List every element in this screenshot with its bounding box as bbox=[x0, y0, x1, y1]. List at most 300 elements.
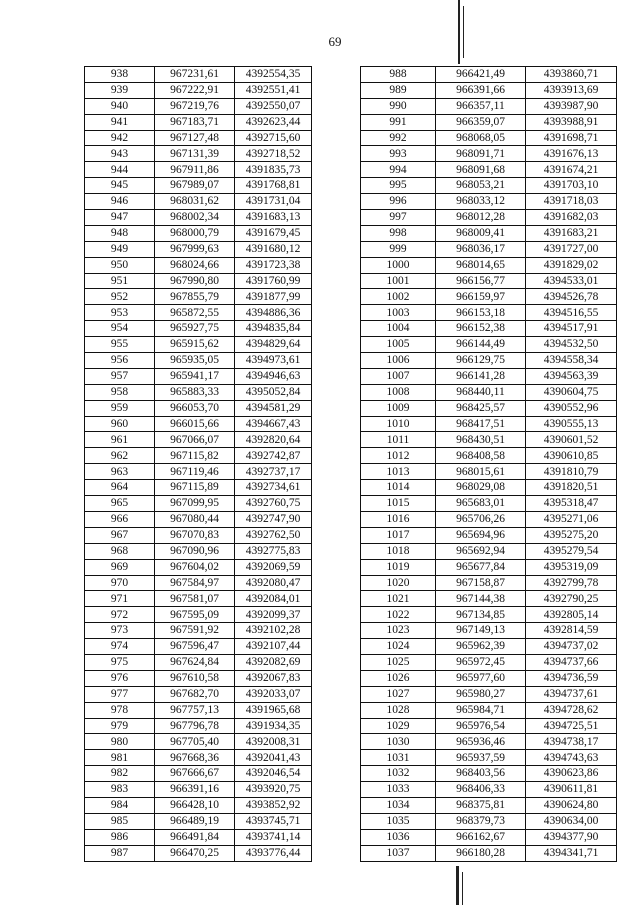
point-number-cell: 949 bbox=[85, 241, 155, 257]
table-row bbox=[85, 400, 312, 416]
y-coordinate-cell: 4392107,44 bbox=[235, 639, 312, 655]
x-coordinate-cell: 968091,71 bbox=[436, 146, 526, 162]
x-coordinate-cell: 968403,56 bbox=[436, 766, 526, 782]
table-row bbox=[85, 623, 312, 639]
table-row bbox=[361, 511, 617, 527]
y-coordinate-cell: 4392747,90 bbox=[235, 511, 312, 527]
y-coordinate-cell: 4394563,39 bbox=[526, 368, 617, 384]
point-number-cell: 1037 bbox=[361, 845, 436, 861]
table-row bbox=[361, 178, 617, 194]
table-row bbox=[361, 337, 617, 353]
table-row bbox=[85, 67, 312, 83]
y-coordinate-cell: 4394736,59 bbox=[526, 670, 617, 686]
x-coordinate-cell: 968033,12 bbox=[436, 194, 526, 210]
table-row bbox=[361, 464, 617, 480]
y-coordinate-cell: 4390610,85 bbox=[526, 448, 617, 464]
x-coordinate-cell: 965976,54 bbox=[436, 718, 526, 734]
table-row bbox=[85, 654, 312, 670]
point-number-cell: 950 bbox=[85, 257, 155, 273]
table-row bbox=[85, 559, 312, 575]
table-row bbox=[361, 353, 617, 369]
x-coordinate-cell: 967115,89 bbox=[155, 480, 235, 496]
y-coordinate-cell: 4392737,17 bbox=[235, 464, 312, 480]
x-coordinate-cell: 965935,05 bbox=[155, 353, 235, 369]
table-row bbox=[85, 527, 312, 543]
y-coordinate-cell: 4392554,35 bbox=[235, 67, 312, 83]
point-number-cell: 1013 bbox=[361, 464, 436, 480]
table-row bbox=[361, 670, 617, 686]
point-number-cell: 985 bbox=[85, 813, 155, 829]
table-row bbox=[85, 607, 312, 623]
x-coordinate-cell: 966144,49 bbox=[436, 337, 526, 353]
x-coordinate-cell: 967591,92 bbox=[155, 623, 235, 639]
point-number-cell: 1004 bbox=[361, 321, 436, 337]
y-coordinate-cell: 4392080,47 bbox=[235, 575, 312, 591]
point-number-cell: 1007 bbox=[361, 368, 436, 384]
point-number-cell: 1003 bbox=[361, 305, 436, 321]
x-coordinate-cell: 966053,70 bbox=[155, 400, 235, 416]
x-coordinate-cell: 968406,33 bbox=[436, 782, 526, 798]
point-number-cell: 969 bbox=[85, 559, 155, 575]
y-coordinate-cell: 4393741,14 bbox=[235, 829, 312, 845]
binding-mark-bottom-2 bbox=[462, 872, 463, 905]
point-number-cell: 1025 bbox=[361, 654, 436, 670]
y-coordinate-cell: 4390611,81 bbox=[526, 782, 617, 798]
point-number-cell: 944 bbox=[85, 162, 155, 178]
coordinates-table-right-body bbox=[361, 67, 617, 862]
table-row bbox=[361, 194, 617, 210]
y-coordinate-cell: 4391877,99 bbox=[235, 289, 312, 305]
table-row bbox=[85, 702, 312, 718]
table-row bbox=[85, 829, 312, 845]
y-coordinate-cell: 4392041,43 bbox=[235, 750, 312, 766]
x-coordinate-cell: 965706,26 bbox=[436, 511, 526, 527]
point-number-cell: 981 bbox=[85, 750, 155, 766]
x-coordinate-cell: 966156,77 bbox=[436, 273, 526, 289]
binding-mark-bottom bbox=[456, 866, 459, 905]
y-coordinate-cell: 4394581,29 bbox=[235, 400, 312, 416]
point-number-cell: 1019 bbox=[361, 559, 436, 575]
y-coordinate-cell: 4394946,63 bbox=[235, 368, 312, 384]
y-coordinate-cell: 4394835,84 bbox=[235, 321, 312, 337]
x-coordinate-cell: 965962,39 bbox=[436, 639, 526, 655]
y-coordinate-cell: 4391965,68 bbox=[235, 702, 312, 718]
page-number: 69 bbox=[328, 34, 342, 49]
x-coordinate-cell: 967624,84 bbox=[155, 654, 235, 670]
point-number-cell: 1026 bbox=[361, 670, 436, 686]
x-coordinate-cell: 966159,97 bbox=[436, 289, 526, 305]
y-coordinate-cell: 4394737,61 bbox=[526, 686, 617, 702]
y-coordinate-cell: 4392760,75 bbox=[235, 496, 312, 512]
table-row bbox=[85, 480, 312, 496]
table-row bbox=[85, 543, 312, 559]
x-coordinate-cell: 965677,84 bbox=[436, 559, 526, 575]
x-coordinate-cell: 966162,67 bbox=[436, 829, 526, 845]
y-coordinate-cell: 4391810,79 bbox=[526, 464, 617, 480]
y-coordinate-cell: 4392046,54 bbox=[235, 766, 312, 782]
y-coordinate-cell: 4392082,69 bbox=[235, 654, 312, 670]
x-coordinate-cell: 967183,71 bbox=[155, 114, 235, 130]
table-row bbox=[85, 734, 312, 750]
point-number-cell: 1036 bbox=[361, 829, 436, 845]
point-number-cell: 1029 bbox=[361, 718, 436, 734]
table-row bbox=[85, 368, 312, 384]
y-coordinate-cell: 4392734,61 bbox=[235, 480, 312, 496]
x-coordinate-cell: 967705,40 bbox=[155, 734, 235, 750]
point-number-cell: 999 bbox=[361, 241, 436, 257]
y-coordinate-cell: 4394725,51 bbox=[526, 718, 617, 734]
x-coordinate-cell: 967911,86 bbox=[155, 162, 235, 178]
table-row bbox=[361, 368, 617, 384]
table-row bbox=[85, 384, 312, 400]
point-number-cell: 960 bbox=[85, 416, 155, 432]
y-coordinate-cell: 4393987,90 bbox=[526, 98, 617, 114]
x-coordinate-cell: 967219,76 bbox=[155, 98, 235, 114]
y-coordinate-cell: 4392814,59 bbox=[526, 623, 617, 639]
table-row bbox=[361, 241, 617, 257]
x-coordinate-cell: 966141,28 bbox=[436, 368, 526, 384]
point-number-cell: 942 bbox=[85, 130, 155, 146]
table-row bbox=[85, 670, 312, 686]
x-coordinate-cell: 967581,07 bbox=[155, 591, 235, 607]
table-row bbox=[361, 829, 617, 845]
point-number-cell: 964 bbox=[85, 480, 155, 496]
x-coordinate-cell: 967070,83 bbox=[155, 527, 235, 543]
y-coordinate-cell: 4393860,71 bbox=[526, 67, 617, 83]
x-coordinate-cell: 967099,95 bbox=[155, 496, 235, 512]
point-number-cell: 975 bbox=[85, 654, 155, 670]
table-row bbox=[361, 734, 617, 750]
point-number-cell: 996 bbox=[361, 194, 436, 210]
point-number-cell: 939 bbox=[85, 82, 155, 98]
table-row bbox=[361, 448, 617, 464]
point-number-cell: 1017 bbox=[361, 527, 436, 543]
y-coordinate-cell: 4392718,52 bbox=[235, 146, 312, 162]
point-number-cell: 965 bbox=[85, 496, 155, 512]
table-row bbox=[361, 718, 617, 734]
point-number-cell: 1006 bbox=[361, 353, 436, 369]
table-row bbox=[85, 718, 312, 734]
y-coordinate-cell: 4391820,51 bbox=[526, 480, 617, 496]
y-coordinate-cell: 4394737,02 bbox=[526, 639, 617, 655]
point-number-cell: 951 bbox=[85, 273, 155, 289]
point-number-cell: 1008 bbox=[361, 384, 436, 400]
table-row bbox=[85, 321, 312, 337]
point-number-cell: 967 bbox=[85, 527, 155, 543]
y-coordinate-cell: 4391718,03 bbox=[526, 194, 617, 210]
y-coordinate-cell: 4394558,34 bbox=[526, 353, 617, 369]
x-coordinate-cell: 967231,61 bbox=[155, 67, 235, 83]
point-number-cell: 959 bbox=[85, 400, 155, 416]
x-coordinate-cell: 968000,79 bbox=[155, 225, 235, 241]
y-coordinate-cell: 4392550,07 bbox=[235, 98, 312, 114]
point-number-cell: 941 bbox=[85, 114, 155, 130]
table-row bbox=[361, 686, 617, 702]
point-number-cell: 940 bbox=[85, 98, 155, 114]
point-number-cell: 972 bbox=[85, 607, 155, 623]
y-coordinate-cell: 4395319,09 bbox=[526, 559, 617, 575]
table-row bbox=[85, 146, 312, 162]
x-coordinate-cell: 965692,94 bbox=[436, 543, 526, 559]
x-coordinate-cell: 966491,84 bbox=[155, 829, 235, 845]
table-row bbox=[85, 797, 312, 813]
point-number-cell: 978 bbox=[85, 702, 155, 718]
table-row bbox=[361, 496, 617, 512]
x-coordinate-cell: 967080,44 bbox=[155, 511, 235, 527]
point-number-cell: 984 bbox=[85, 797, 155, 813]
x-coordinate-cell: 967090,96 bbox=[155, 543, 235, 559]
y-coordinate-cell: 4392775,83 bbox=[235, 543, 312, 559]
table-row bbox=[361, 766, 617, 782]
table-row bbox=[85, 162, 312, 178]
table-row bbox=[85, 416, 312, 432]
x-coordinate-cell: 966152,38 bbox=[436, 321, 526, 337]
x-coordinate-cell: 968024,66 bbox=[155, 257, 235, 273]
table-row bbox=[85, 210, 312, 226]
table-row bbox=[361, 321, 617, 337]
point-number-cell: 966 bbox=[85, 511, 155, 527]
point-number-cell: 970 bbox=[85, 575, 155, 591]
x-coordinate-cell: 967855,79 bbox=[155, 289, 235, 305]
binding-mark-top bbox=[458, 0, 460, 64]
y-coordinate-cell: 4391703,10 bbox=[526, 178, 617, 194]
y-coordinate-cell: 4394728,62 bbox=[526, 702, 617, 718]
table-row bbox=[361, 782, 617, 798]
table-row bbox=[85, 114, 312, 130]
point-number-cell: 963 bbox=[85, 464, 155, 480]
y-coordinate-cell: 4392084,01 bbox=[235, 591, 312, 607]
y-coordinate-cell: 4394886,36 bbox=[235, 305, 312, 321]
y-coordinate-cell: 4393776,44 bbox=[235, 845, 312, 861]
table-row bbox=[361, 702, 617, 718]
point-number-cell: 982 bbox=[85, 766, 155, 782]
x-coordinate-cell: 967127,48 bbox=[155, 130, 235, 146]
table-row bbox=[85, 464, 312, 480]
point-number-cell: 1033 bbox=[361, 782, 436, 798]
x-coordinate-cell: 967610,58 bbox=[155, 670, 235, 686]
y-coordinate-cell: 4392008,31 bbox=[235, 734, 312, 750]
table-row bbox=[85, 98, 312, 114]
x-coordinate-cell: 968031,62 bbox=[155, 194, 235, 210]
point-number-cell: 961 bbox=[85, 432, 155, 448]
table-row bbox=[361, 225, 617, 241]
point-number-cell: 1030 bbox=[361, 734, 436, 750]
x-coordinate-cell: 968430,51 bbox=[436, 432, 526, 448]
table-row bbox=[361, 210, 617, 226]
table-row bbox=[361, 575, 617, 591]
point-number-cell: 998 bbox=[361, 225, 436, 241]
x-coordinate-cell: 967604,02 bbox=[155, 559, 235, 575]
x-coordinate-cell: 966391,66 bbox=[436, 82, 526, 98]
point-number-cell: 1032 bbox=[361, 766, 436, 782]
point-number-cell: 976 bbox=[85, 670, 155, 686]
point-number-cell: 954 bbox=[85, 321, 155, 337]
x-coordinate-cell: 965936,46 bbox=[436, 734, 526, 750]
y-coordinate-cell: 4394341,71 bbox=[526, 845, 617, 861]
table-row bbox=[85, 178, 312, 194]
table-row bbox=[361, 416, 617, 432]
x-coordinate-cell: 967158,87 bbox=[436, 575, 526, 591]
x-coordinate-cell: 968002,34 bbox=[155, 210, 235, 226]
y-coordinate-cell: 4390624,80 bbox=[526, 797, 617, 813]
y-coordinate-cell: 4395052,84 bbox=[235, 384, 312, 400]
x-coordinate-cell: 967119,46 bbox=[155, 464, 235, 480]
point-number-cell: 1021 bbox=[361, 591, 436, 607]
y-coordinate-cell: 4392623,44 bbox=[235, 114, 312, 130]
table-row bbox=[85, 225, 312, 241]
x-coordinate-cell: 968068,05 bbox=[436, 130, 526, 146]
point-number-cell: 952 bbox=[85, 289, 155, 305]
table-row bbox=[361, 750, 617, 766]
table-row bbox=[361, 257, 617, 273]
point-number-cell: 995 bbox=[361, 178, 436, 194]
table-row bbox=[361, 67, 617, 83]
table-row bbox=[361, 384, 617, 400]
y-coordinate-cell: 4391835,73 bbox=[235, 162, 312, 178]
point-number-cell: 993 bbox=[361, 146, 436, 162]
y-coordinate-cell: 4392099,37 bbox=[235, 607, 312, 623]
point-number-cell: 974 bbox=[85, 639, 155, 655]
table-row bbox=[361, 82, 617, 98]
y-coordinate-cell: 4392742,87 bbox=[235, 448, 312, 464]
y-coordinate-cell: 4392805,14 bbox=[526, 607, 617, 623]
table-row bbox=[361, 559, 617, 575]
point-number-cell: 1024 bbox=[361, 639, 436, 655]
table-row bbox=[361, 654, 617, 670]
table-row bbox=[361, 543, 617, 559]
point-number-cell: 983 bbox=[85, 782, 155, 798]
y-coordinate-cell: 4393913,69 bbox=[526, 82, 617, 98]
y-coordinate-cell: 4394526,78 bbox=[526, 289, 617, 305]
table-row bbox=[85, 241, 312, 257]
y-coordinate-cell: 4394377,90 bbox=[526, 829, 617, 845]
y-coordinate-cell: 4392033,07 bbox=[235, 686, 312, 702]
table-row bbox=[85, 273, 312, 289]
point-number-cell: 946 bbox=[85, 194, 155, 210]
table-row bbox=[85, 305, 312, 321]
x-coordinate-cell: 968408,58 bbox=[436, 448, 526, 464]
y-coordinate-cell: 4392790,25 bbox=[526, 591, 617, 607]
x-coordinate-cell: 968036,17 bbox=[436, 241, 526, 257]
x-coordinate-cell: 967066,07 bbox=[155, 432, 235, 448]
table-row bbox=[85, 511, 312, 527]
y-coordinate-cell: 4392799,78 bbox=[526, 575, 617, 591]
y-coordinate-cell: 4390604,75 bbox=[526, 384, 617, 400]
y-coordinate-cell: 4394738,17 bbox=[526, 734, 617, 750]
y-coordinate-cell: 4391829,02 bbox=[526, 257, 617, 273]
point-number-cell: 1020 bbox=[361, 575, 436, 591]
table-row bbox=[361, 797, 617, 813]
point-number-cell: 1011 bbox=[361, 432, 436, 448]
y-coordinate-cell: 4390601,52 bbox=[526, 432, 617, 448]
x-coordinate-cell: 967131,39 bbox=[155, 146, 235, 162]
table-row bbox=[85, 82, 312, 98]
point-number-cell: 938 bbox=[85, 67, 155, 83]
point-number-cell: 977 bbox=[85, 686, 155, 702]
y-coordinate-cell: 4391682,03 bbox=[526, 210, 617, 226]
x-coordinate-cell: 966129,75 bbox=[436, 353, 526, 369]
y-coordinate-cell: 4395279,54 bbox=[526, 543, 617, 559]
x-coordinate-cell: 968440,11 bbox=[436, 384, 526, 400]
x-coordinate-cell: 968015,61 bbox=[436, 464, 526, 480]
point-number-cell: 986 bbox=[85, 829, 155, 845]
y-coordinate-cell: 4393988,91 bbox=[526, 114, 617, 130]
table-row bbox=[361, 639, 617, 655]
point-number-cell: 956 bbox=[85, 353, 155, 369]
x-coordinate-cell: 967999,63 bbox=[155, 241, 235, 257]
point-number-cell: 943 bbox=[85, 146, 155, 162]
x-coordinate-cell: 965977,60 bbox=[436, 670, 526, 686]
x-coordinate-cell: 965915,62 bbox=[155, 337, 235, 353]
x-coordinate-cell: 967149,13 bbox=[436, 623, 526, 639]
y-coordinate-cell: 4391768,81 bbox=[235, 178, 312, 194]
x-coordinate-cell: 968425,57 bbox=[436, 400, 526, 416]
y-coordinate-cell: 4394743,63 bbox=[526, 750, 617, 766]
x-coordinate-cell: 966391,16 bbox=[155, 782, 235, 798]
x-coordinate-cell: 966489,19 bbox=[155, 813, 235, 829]
table-row bbox=[361, 813, 617, 829]
table-row bbox=[85, 639, 312, 655]
x-coordinate-cell: 967144,38 bbox=[436, 591, 526, 607]
point-number-cell: 958 bbox=[85, 384, 155, 400]
x-coordinate-cell: 967989,07 bbox=[155, 178, 235, 194]
x-coordinate-cell: 967115,82 bbox=[155, 448, 235, 464]
y-coordinate-cell: 4392762,50 bbox=[235, 527, 312, 543]
point-number-cell: 1001 bbox=[361, 273, 436, 289]
table-row bbox=[361, 607, 617, 623]
x-coordinate-cell: 967222,91 bbox=[155, 82, 235, 98]
point-number-cell: 953 bbox=[85, 305, 155, 321]
x-coordinate-cell: 968014,65 bbox=[436, 257, 526, 273]
x-coordinate-cell: 966428,10 bbox=[155, 797, 235, 813]
x-coordinate-cell: 966015,66 bbox=[155, 416, 235, 432]
table-row bbox=[85, 813, 312, 829]
x-coordinate-cell: 966153,18 bbox=[436, 305, 526, 321]
point-number-cell: 955 bbox=[85, 337, 155, 353]
x-coordinate-cell: 967666,67 bbox=[155, 766, 235, 782]
point-number-cell: 1000 bbox=[361, 257, 436, 273]
y-coordinate-cell: 4394973,61 bbox=[235, 353, 312, 369]
table-row bbox=[85, 686, 312, 702]
y-coordinate-cell: 4391760,99 bbox=[235, 273, 312, 289]
y-coordinate-cell: 4391676,13 bbox=[526, 146, 617, 162]
x-coordinate-cell: 966357,11 bbox=[436, 98, 526, 114]
point-number-cell: 1009 bbox=[361, 400, 436, 416]
table-row bbox=[361, 289, 617, 305]
table-row bbox=[85, 766, 312, 782]
table-row bbox=[85, 448, 312, 464]
x-coordinate-cell: 965937,59 bbox=[436, 750, 526, 766]
x-coordinate-cell: 966180,28 bbox=[436, 845, 526, 861]
x-coordinate-cell: 966359,07 bbox=[436, 114, 526, 130]
point-number-cell: 973 bbox=[85, 623, 155, 639]
y-coordinate-cell: 4391674,21 bbox=[526, 162, 617, 178]
x-coordinate-cell: 968009,41 bbox=[436, 225, 526, 241]
y-coordinate-cell: 4391698,71 bbox=[526, 130, 617, 146]
table-row bbox=[361, 591, 617, 607]
table-row bbox=[361, 845, 617, 861]
point-number-cell: 1018 bbox=[361, 543, 436, 559]
y-coordinate-cell: 4390623,86 bbox=[526, 766, 617, 782]
x-coordinate-cell: 966421,49 bbox=[436, 67, 526, 83]
point-number-cell: 994 bbox=[361, 162, 436, 178]
table-row bbox=[361, 527, 617, 543]
table-row bbox=[85, 353, 312, 369]
point-number-cell: 1023 bbox=[361, 623, 436, 639]
point-number-cell: 962 bbox=[85, 448, 155, 464]
table-row bbox=[85, 194, 312, 210]
table-row bbox=[85, 782, 312, 798]
